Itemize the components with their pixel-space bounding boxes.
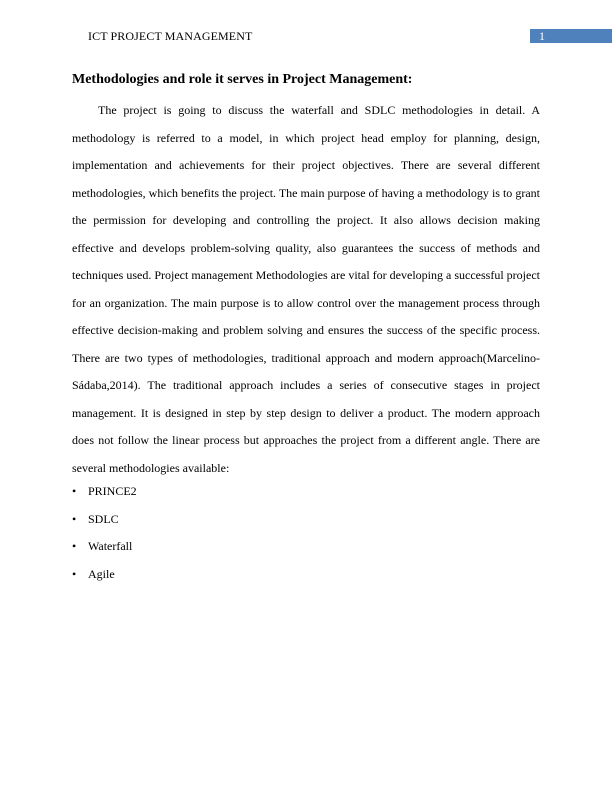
bullet-icon: •: [72, 566, 77, 581]
bullet-icon: •: [72, 484, 77, 498]
list-item-text: SDLC: [88, 511, 119, 526]
body-paragraph: The project is going to discuss the waterfall and SDLC methodologies in detail. A methodology is referred to a model, in which project head employ for planning, design, implementation and achievements for their project objectives. There are several different methodologies, which benefits the project. The main purpose of having a methodology is to grant the permission for developing and controlling the project. It also allows decision making effective and develops problem-solving quality, also guarantees the success of methods and techniques used. Project management Methodologies are vital for developing a successful project for an organization. The main purpose is to allow control over the management process through effective decision-making and problem solving and ensures the success of the specific process. There are two types of methodologies, traditional approach and modern approach(Marcelino-Sádaba,2014). The traditional approach includes a series of consecutive stages in project management. It is designed in step by step design to deliver a product. The modern approach does not follow the linear process but approaches the project from a different angle. There are several methodologies available:: [72, 103, 540, 475]
bullet-icon: •: [72, 539, 77, 553]
section-heading: Methodologies and role it serves in Project Management:: [72, 72, 413, 87]
running-head-title: ICT PROJECT MANAGEMENT: [88, 29, 253, 43]
list-item-text: Agile: [88, 566, 115, 581]
list-item-text: PRINCE2: [88, 484, 137, 498]
list-item-text: Waterfall: [88, 539, 133, 553]
bullet-icon: •: [72, 511, 77, 526]
page-number: 1: [539, 29, 545, 43]
page-number-bar: [530, 29, 612, 43]
